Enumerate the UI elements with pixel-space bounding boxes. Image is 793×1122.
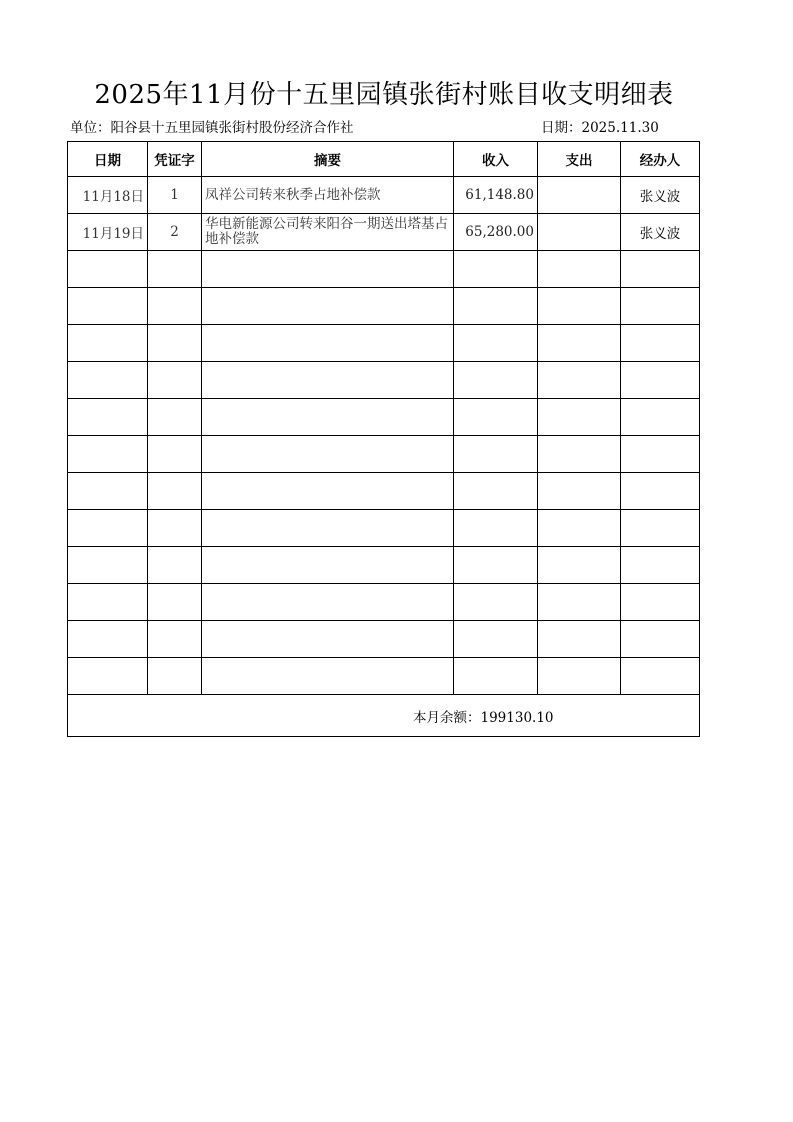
col-header-expense: 支出	[538, 142, 621, 177]
cell-income	[454, 658, 538, 695]
report-date: 日期：2025.11.30	[541, 120, 659, 136]
cell-expense	[538, 510, 621, 547]
cell-income	[454, 288, 538, 325]
cell-expense	[538, 658, 621, 695]
cell-date: 11月18日	[68, 177, 148, 214]
unit-label: 单位：阳谷县十五里园镇张街村股份经济合作社	[70, 120, 354, 136]
cell-expense	[538, 473, 621, 510]
table-row	[68, 251, 700, 288]
cell-income	[454, 621, 538, 658]
cell-voucher	[148, 547, 202, 584]
cell-handler	[621, 584, 700, 621]
cell-summary	[202, 436, 454, 473]
cell-summary	[202, 658, 454, 695]
table-row	[68, 547, 700, 584]
table-row	[68, 473, 700, 510]
cell-voucher	[148, 658, 202, 695]
cell-expense	[538, 325, 621, 362]
col-header-income: 收入	[454, 142, 538, 177]
cell-date	[68, 251, 148, 288]
cell-summary	[202, 288, 454, 325]
table-row	[68, 510, 700, 547]
cell-expense	[538, 399, 621, 436]
cell-date	[68, 473, 148, 510]
cell-handler	[621, 288, 700, 325]
cell-summary	[202, 251, 454, 288]
cell-voucher	[148, 325, 202, 362]
cell-summary	[202, 362, 454, 399]
table-row	[68, 621, 700, 658]
cell-income	[454, 325, 538, 362]
col-header-date: 日期	[68, 142, 148, 177]
table-row	[68, 177, 700, 214]
cell-voucher	[148, 584, 202, 621]
cell-summary	[202, 510, 454, 547]
cell-date	[68, 362, 148, 399]
cell-handler	[621, 473, 700, 510]
cell-income	[454, 473, 538, 510]
balance-row	[68, 695, 700, 737]
cell-income	[454, 399, 538, 436]
cell-expense	[538, 251, 621, 288]
table-header-row	[68, 142, 700, 177]
cell-date	[68, 399, 148, 436]
cell-expense	[538, 436, 621, 473]
cell-handler	[621, 251, 700, 288]
cell-voucher	[148, 251, 202, 288]
cell-handler	[621, 325, 700, 362]
table-row	[68, 658, 700, 695]
cell-income	[454, 251, 538, 288]
cell-summary	[202, 325, 454, 362]
cell-voucher: 1	[148, 177, 202, 214]
cell-date: 11月19日	[68, 214, 148, 251]
cell-voucher	[148, 362, 202, 399]
month-balance: 本月余额：199130.10	[68, 695, 700, 737]
cell-expense	[538, 584, 621, 621]
page-title: 2025年11月份十五里园镇张街村账目收支明细表	[94, 80, 674, 110]
cell-expense	[538, 177, 621, 214]
col-header-handler: 经办人	[621, 142, 700, 177]
col-header-summary: 摘要	[202, 142, 454, 177]
cell-handler	[621, 658, 700, 695]
cell-handler	[621, 621, 700, 658]
cell-date	[68, 510, 148, 547]
table-row	[68, 399, 700, 436]
cell-voucher	[148, 473, 202, 510]
table-row	[68, 584, 700, 621]
cell-voucher	[148, 436, 202, 473]
cell-summary: 凤祥公司转来秋季占地补偿款	[202, 177, 454, 214]
cell-summary	[202, 473, 454, 510]
cell-expense	[538, 288, 621, 325]
cell-voucher: 2	[148, 214, 202, 251]
cell-date	[68, 436, 148, 473]
cell-voucher	[148, 621, 202, 658]
cell-income: 65,280.00	[454, 214, 538, 251]
cell-handler	[621, 436, 700, 473]
cell-date	[68, 658, 148, 695]
col-header-voucher: 凭证字	[148, 142, 202, 177]
cell-summary	[202, 399, 454, 436]
cell-expense	[538, 621, 621, 658]
cell-handler: 张义波	[621, 214, 700, 251]
cell-summary: 华电新能源公司转来阳谷一期送出塔基占地补偿款	[202, 214, 454, 251]
cell-handler: 张义波	[621, 177, 700, 214]
cell-income: 61,148.80	[454, 177, 538, 214]
cell-date	[68, 288, 148, 325]
cell-income	[454, 584, 538, 621]
cell-income	[454, 362, 538, 399]
ledger-table	[67, 141, 700, 737]
cell-summary	[202, 621, 454, 658]
cell-expense	[538, 214, 621, 251]
cell-voucher	[148, 510, 202, 547]
cell-handler	[621, 547, 700, 584]
cell-expense	[538, 362, 621, 399]
cell-income	[454, 547, 538, 584]
cell-expense	[538, 547, 621, 584]
cell-summary	[202, 547, 454, 584]
cell-voucher	[148, 399, 202, 436]
cell-date	[68, 547, 148, 584]
cell-date	[68, 325, 148, 362]
cell-handler	[621, 362, 700, 399]
cell-handler	[621, 399, 700, 436]
cell-handler	[621, 510, 700, 547]
cell-date	[68, 584, 148, 621]
table-row	[68, 288, 700, 325]
table-row	[68, 436, 700, 473]
cell-income	[454, 436, 538, 473]
cell-summary	[202, 584, 454, 621]
cell-voucher	[148, 288, 202, 325]
cell-date	[68, 621, 148, 658]
table-row	[68, 325, 700, 362]
table-row	[68, 214, 700, 251]
cell-income	[454, 510, 538, 547]
table-row	[68, 362, 700, 399]
